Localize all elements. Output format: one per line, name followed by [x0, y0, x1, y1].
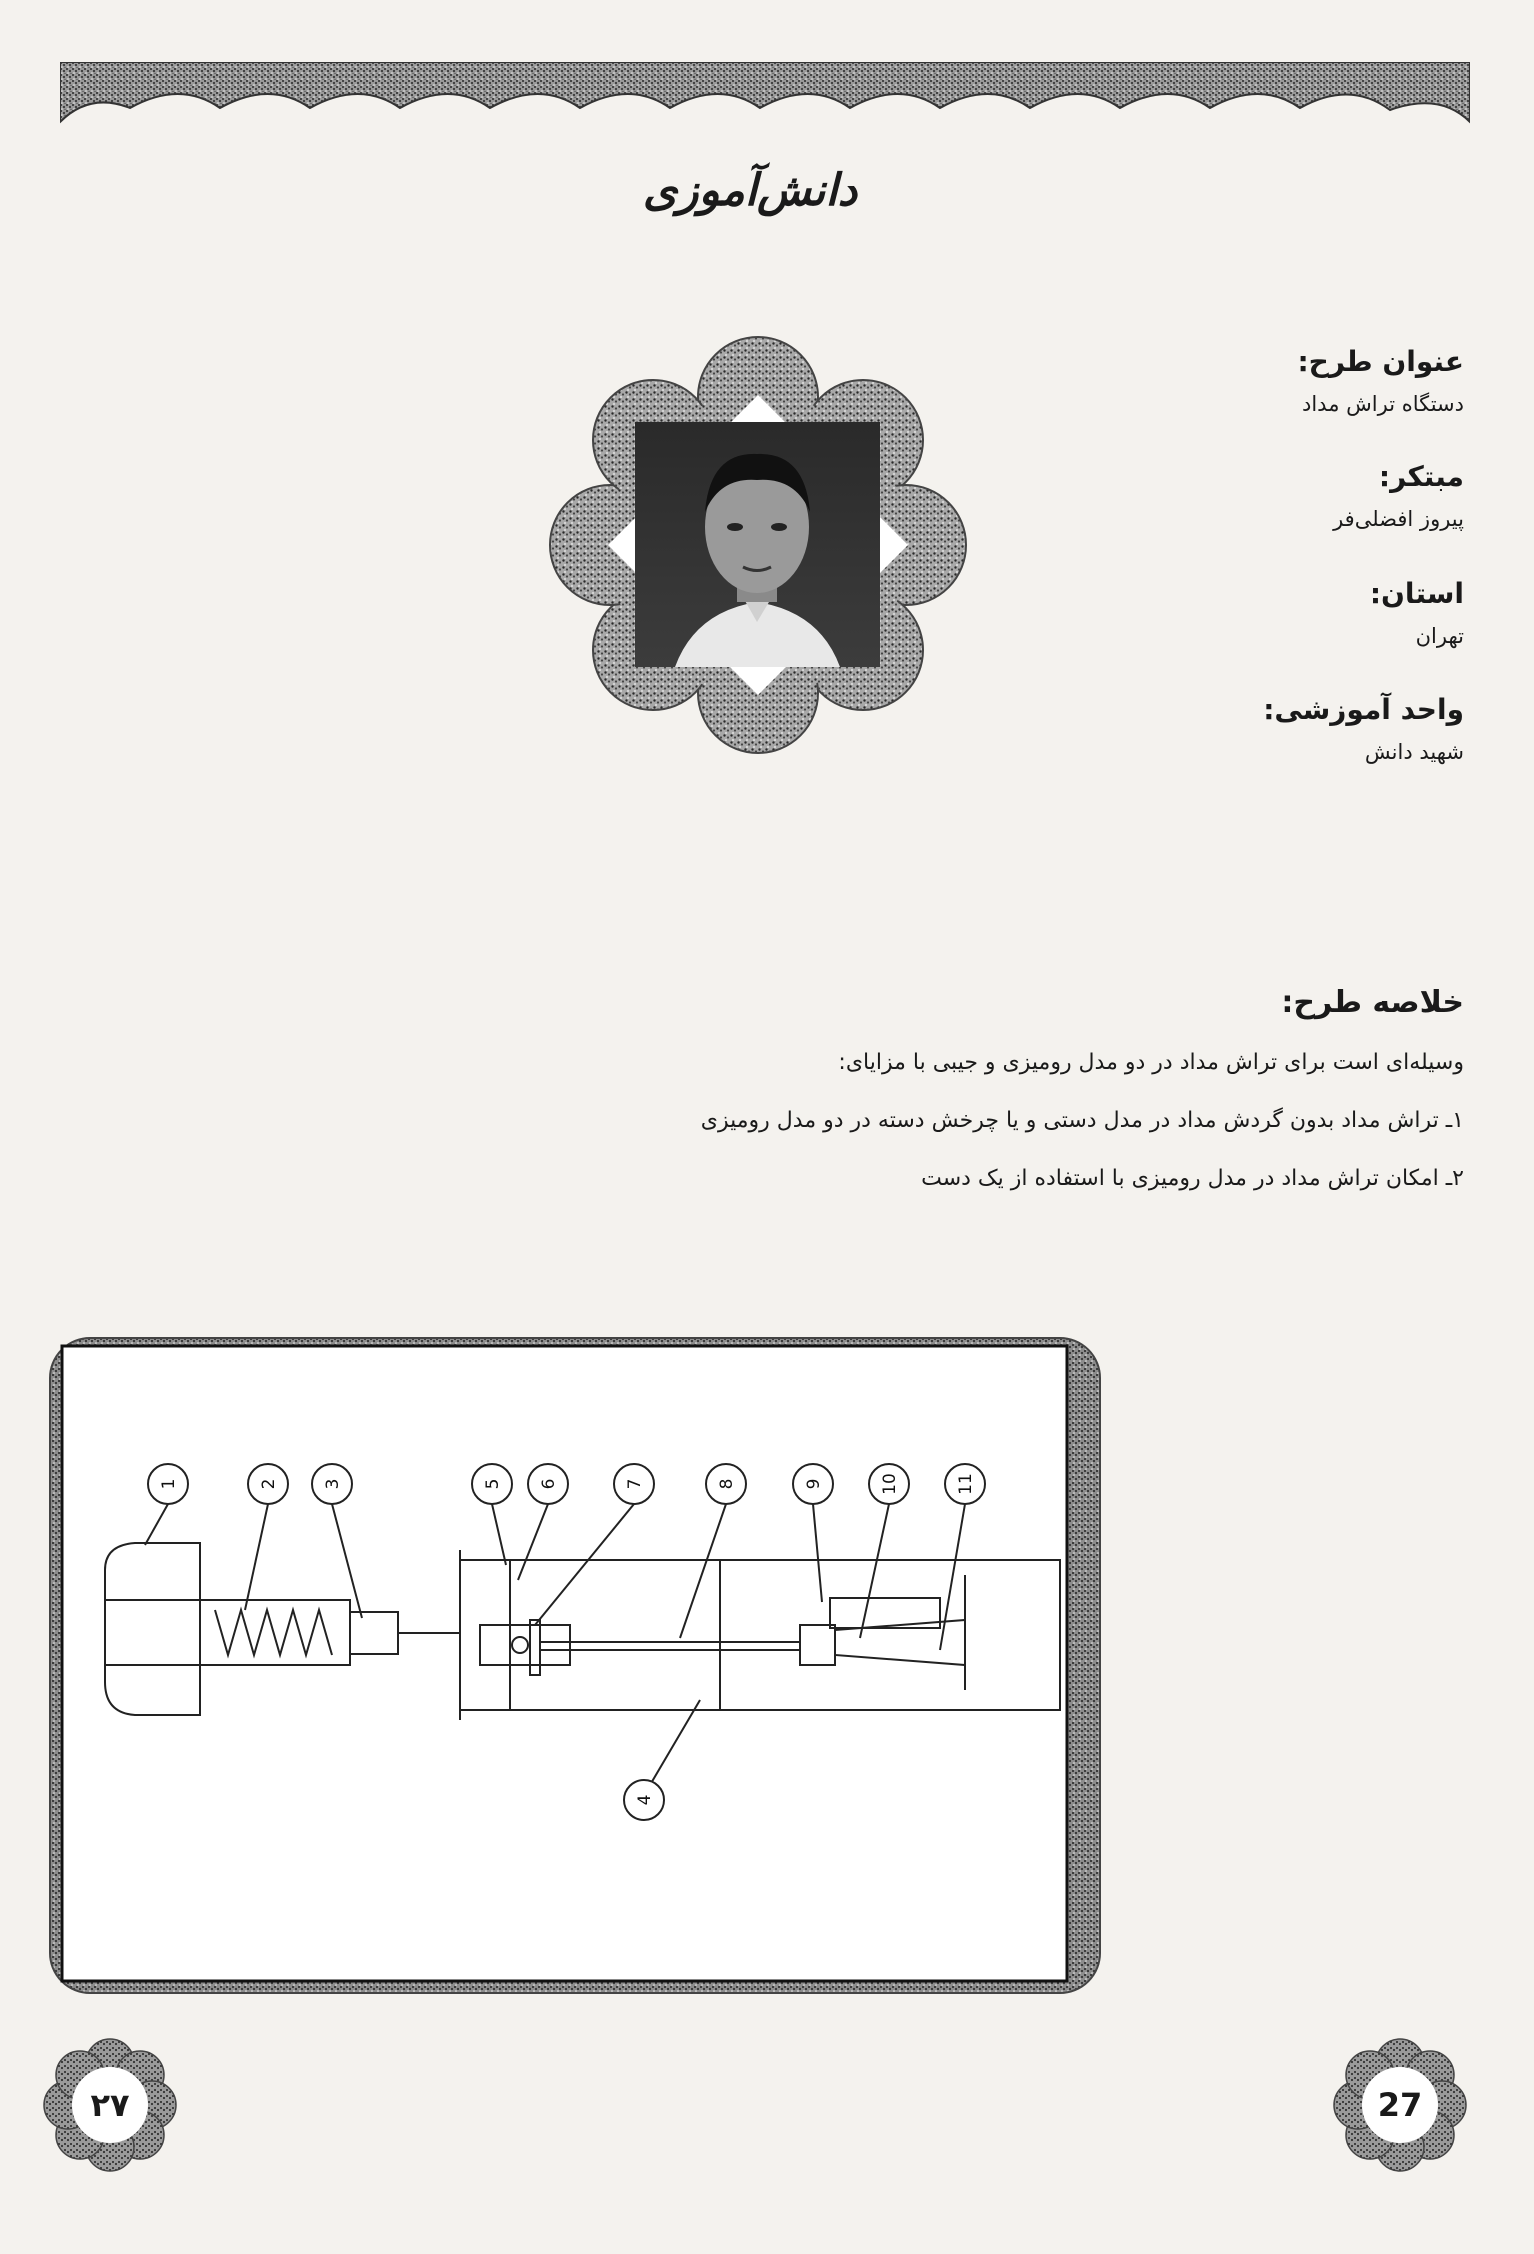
- project-title-label: عنوان طرح:: [1297, 345, 1464, 378]
- part-label-9: 9: [804, 1478, 824, 1490]
- school-value: شهید دانش: [1364, 740, 1464, 764]
- summary-heading: خلاصه طرح:: [1281, 985, 1464, 1020]
- province-value: تهران: [1415, 624, 1464, 648]
- page-number-persian: ۲۷: [90, 2086, 130, 2124]
- page-number-latin: 27: [1377, 2086, 1423, 2124]
- summary-intro: وسیله‌ای است برای تراش مداد در دو مدل رومیزی و جیبی با مزایای:: [838, 1050, 1464, 1075]
- part-label-8: 8: [717, 1478, 737, 1490]
- part-label-7: 7: [625, 1478, 645, 1490]
- page-number-badge-right: [1330, 2035, 1470, 2175]
- province-label: استان:: [1369, 577, 1464, 610]
- part-label-11: 11: [956, 1473, 976, 1495]
- part-label-4: 4: [635, 1794, 655, 1806]
- page-number-badge-left: [40, 2035, 180, 2175]
- inventor-value: پیروز افضلی‌فر: [1333, 507, 1464, 531]
- part-label-10: 10: [880, 1473, 900, 1495]
- part-label-5: 5: [483, 1478, 503, 1490]
- summary-item-1: ۱ـ تراش مداد بدون گردش مداد در مدل دستی و یا چرخش دسته در دو مدل رومیزی: [700, 1108, 1464, 1133]
- section-title: دانش‌آموزی: [642, 165, 858, 216]
- inventor-label: مبتکر:: [1378, 460, 1464, 493]
- part-label-2: 2: [259, 1478, 279, 1490]
- part-label-6: 6: [539, 1478, 559, 1490]
- part-label-3: 3: [323, 1478, 343, 1490]
- project-title-value: دستگاه تراش مداد: [1302, 392, 1464, 416]
- portrait-photo-icon: [635, 422, 880, 667]
- pencil-sharpener-diagram: [40, 1320, 1110, 2000]
- summary-item-2: ۲ـ امکان تراش مداد در مدل رومیزی با استفاده از یک دست: [921, 1166, 1464, 1191]
- decorative-header-band-icon: [60, 62, 1470, 132]
- school-label: واحد آموزشی:: [1263, 693, 1464, 726]
- part-label-1: 1: [159, 1478, 179, 1490]
